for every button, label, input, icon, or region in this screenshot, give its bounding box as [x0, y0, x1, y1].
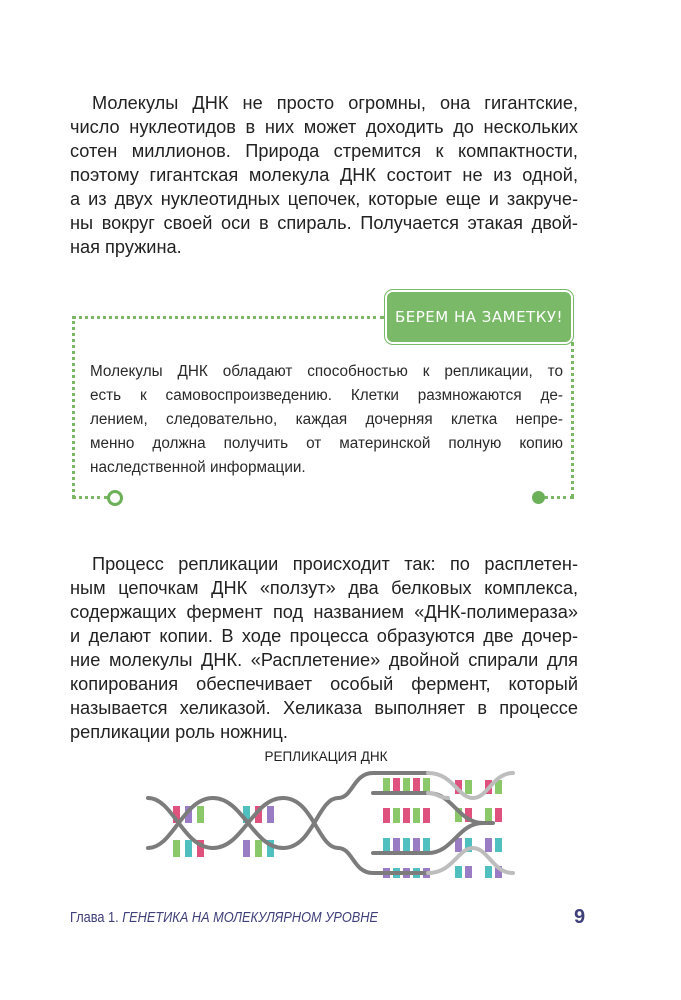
dna-replication-illustration	[128, 768, 528, 878]
figure-caption: РЕПЛИКАЦИЯ ДНК	[264, 749, 388, 764]
base-pair-mark	[413, 838, 420, 853]
base-pair-mark	[485, 838, 492, 852]
text-line: число нуклеотидов в них может доходить до нескольких	[70, 117, 578, 137]
text-line: называется хеликазой. Хеликаза выполняет в процессе	[70, 698, 578, 718]
text-line: ным цепочкам ДНК «ползут» два белковых комплекса,	[70, 578, 578, 598]
footer-title: ГЕНЕТИКА НА МОЛЕКУЛЯРНОМ УРОВНЕ	[122, 910, 379, 926]
base-pair-mark	[485, 866, 492, 878]
base-pair-mark	[267, 806, 274, 823]
base-pair-mark	[465, 780, 472, 794]
text-line: репликации роль ножниц.	[70, 722, 288, 742]
base-pair-mark	[393, 838, 400, 853]
text-line: а из двух нуклеотидных цепочек, которые еще и закруче-	[70, 189, 578, 209]
text-line: ная пружина.	[70, 237, 182, 257]
base-pair-mark	[255, 840, 262, 857]
base-pair-mark	[413, 778, 420, 793]
base-pair-mark	[403, 838, 410, 853]
page-number: 9	[574, 906, 586, 928]
text-line: Молекулы ДНК не просто огромны, она гигантские,	[92, 93, 578, 113]
text-line: и делают копии. В ходе процесса образуются две дочер-	[70, 626, 578, 646]
filled-circle-icon	[532, 491, 545, 504]
text-line: Процесс репликации происходит так: по расплетен-	[92, 554, 578, 574]
text-line: ны вокруг своей оси в спираль. Получается этакая двой-	[70, 213, 578, 233]
base-pair-mark	[173, 840, 180, 857]
base-pair-mark	[455, 866, 462, 878]
note-border-left	[72, 316, 75, 498]
text-line: содержащих фермент под названием «ДНК-полимераза»	[70, 602, 578, 622]
note-border-top	[72, 316, 384, 319]
text-line: поэтому гигантская молекула ДНК состоит не из одной,	[70, 165, 578, 185]
note-tag: БЕРЕМ НА ЗАМЕТКУ!	[385, 290, 573, 344]
text-line: наследственной информации.	[90, 459, 306, 476]
base-pair-mark	[413, 808, 420, 823]
footer-chapter: Глава 1.	[70, 910, 123, 926]
base-pair-mark	[495, 838, 502, 852]
base-pair-mark	[423, 838, 430, 853]
base-pair-mark	[423, 778, 430, 793]
base-pair-mark	[197, 806, 204, 823]
base-pair-mark	[383, 778, 390, 793]
text-line: есть к самовоспроизведению. Клетки размножаются де-	[90, 387, 563, 404]
running-footer	[70, 910, 378, 926]
note-border-bottom-left	[72, 496, 108, 499]
base-pair-mark	[465, 866, 472, 878]
text-line: сотен миллионов. Природа стремится к компактности,	[70, 141, 578, 161]
base-pair-mark	[185, 840, 192, 857]
base-pair-mark	[383, 808, 390, 823]
text-line: менно должна получить от материнской полную копию	[90, 435, 563, 452]
text-line: Молекулы ДНК обладают способностью к репликации, то	[90, 363, 563, 380]
base-pair-mark	[403, 808, 410, 823]
base-pair-mark	[393, 808, 400, 823]
base-pair-mark	[243, 840, 250, 857]
base-pair-mark	[383, 838, 390, 853]
note-border-bottom-right	[544, 496, 574, 499]
base-pair-mark	[403, 778, 410, 793]
base-pair-mark	[423, 808, 430, 823]
base-pair-mark	[495, 808, 502, 822]
open-circle-icon	[107, 490, 123, 506]
text-line: копирования обеспечивает особый фермент, который	[70, 674, 578, 694]
text-line: ние молекулы ДНК. «Расплетение» двойной спирали для	[70, 650, 578, 670]
note-border-right	[571, 342, 574, 498]
base-pair-mark	[485, 808, 492, 822]
base-pair-mark	[393, 778, 400, 793]
text-line: лением, следовательно, каждая дочерняя клетка непре-	[90, 411, 563, 428]
